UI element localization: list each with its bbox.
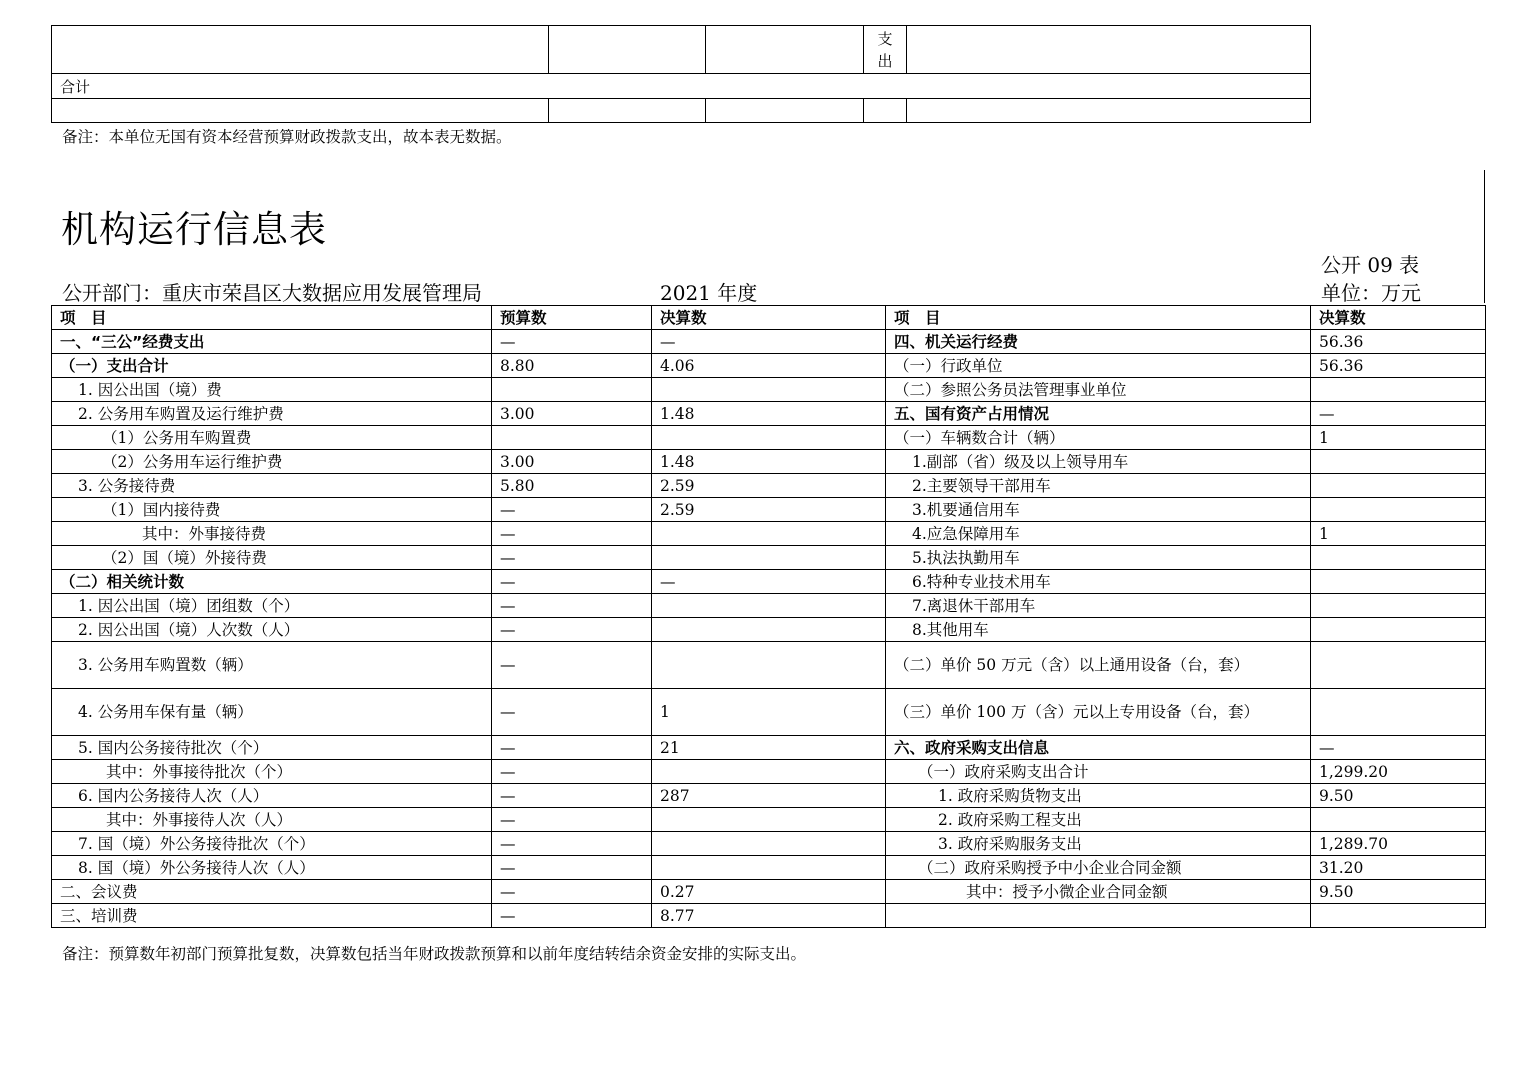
final-value-right: 31.20 xyxy=(1311,856,1486,880)
final-value-left: — xyxy=(652,330,886,354)
budget-value: 8.80 xyxy=(492,354,652,378)
table-row xyxy=(52,760,1486,784)
table-cell xyxy=(549,26,706,74)
right-item-label: 8.其他用车 xyxy=(886,618,1311,642)
right-item-label: （二）单价 50 万元（含）以上通用设备（台，套） xyxy=(886,642,1311,689)
budget-value: — xyxy=(492,330,652,354)
table-row xyxy=(52,784,1486,808)
table-row xyxy=(52,570,1486,594)
final-value-left: 21 xyxy=(652,736,886,760)
final-value-left: 4.06 xyxy=(652,354,886,378)
left-item-label: （2）公务用车运行维护费 xyxy=(52,450,492,474)
budget-value: — xyxy=(492,618,652,642)
left-item-label: 3. 公务用车购置数（辆） xyxy=(52,642,492,689)
final-value-right: 9.50 xyxy=(1311,784,1486,808)
budget-value: — xyxy=(492,904,652,928)
page-border-line xyxy=(1484,170,1485,303)
budget-value: 5.80 xyxy=(492,474,652,498)
final-value-right xyxy=(1311,689,1486,736)
budget-value: — xyxy=(492,594,652,618)
table-row xyxy=(52,904,1486,928)
final-value-left: 2.59 xyxy=(652,474,886,498)
budget-value: 3.00 xyxy=(492,450,652,474)
right-item-label: （一）车辆数合计（辆） xyxy=(886,426,1311,450)
final-value-right: — xyxy=(1311,402,1486,426)
left-item-label: 1. 因公出国（境）团组数（个） xyxy=(52,594,492,618)
table-cell xyxy=(52,26,549,74)
final-value-right: 1,299.20 xyxy=(1311,760,1486,784)
final-value-right xyxy=(1311,594,1486,618)
table-row xyxy=(52,330,1486,354)
header-final-left: 决算数 xyxy=(652,306,886,330)
left-item-label: （1）公务用车购置费 xyxy=(52,426,492,450)
budget-value: — xyxy=(492,856,652,880)
right-item-label: 7.离退休干部用车 xyxy=(886,594,1311,618)
left-item-label: 4. 公务用车保有量（辆） xyxy=(52,689,492,736)
table-cell xyxy=(706,26,864,74)
right-item-label: （三）单价 100 万（含）元以上专用设备（台，套） xyxy=(886,689,1311,736)
right-item-label: 5.执法执勤用车 xyxy=(886,546,1311,570)
budget-value: — xyxy=(492,642,652,689)
table-row xyxy=(52,808,1486,832)
final-value-right xyxy=(1311,498,1486,522)
final-value-left: 8.77 xyxy=(652,904,886,928)
table-row xyxy=(52,498,1486,522)
budget-value: — xyxy=(492,570,652,594)
left-item-label: 6. 国内公务接待人次（人） xyxy=(52,784,492,808)
final-value-right: 9.50 xyxy=(1311,880,1486,904)
table-row xyxy=(52,642,1486,689)
unit-label: 单位：万元 xyxy=(1321,281,1421,305)
table-row xyxy=(52,736,1486,760)
note-bottom: 备注：预算数年初部门预算批复数，决算数包括当年财政拨款预算和以前年度结转结余资金安排的实际支出。 xyxy=(62,945,807,963)
budget-value: — xyxy=(492,880,652,904)
final-value-right: 1,289.70 xyxy=(1311,832,1486,856)
table-row xyxy=(52,402,1486,426)
table-row xyxy=(52,26,1311,74)
table-cell xyxy=(52,99,549,123)
budget-value xyxy=(492,378,652,402)
budget-value: — xyxy=(492,736,652,760)
right-item-label xyxy=(886,904,1311,928)
right-item-label: 其中：授予小微企业合同金额 xyxy=(886,880,1311,904)
table-row xyxy=(52,74,1311,99)
table-cell xyxy=(706,99,864,123)
final-value-left: 0.27 xyxy=(652,880,886,904)
right-item-label: 2.主要领导干部用车 xyxy=(886,474,1311,498)
table-cell xyxy=(907,99,1311,123)
final-value-left xyxy=(652,426,886,450)
table-row xyxy=(52,856,1486,880)
left-item-label: 8. 国（境）外公务接待人次（人） xyxy=(52,856,492,880)
vertical-label-cell xyxy=(864,26,907,74)
left-item-label: 7. 国（境）外公务接待批次（个） xyxy=(52,832,492,856)
year-label: 2021 年度 xyxy=(660,281,758,305)
header-final-right: 决算数 xyxy=(1311,306,1486,330)
budget-value: — xyxy=(492,808,652,832)
department-label: 公开部门：重庆市荣昌区大数据应用发展管理局 xyxy=(62,281,482,305)
left-item-label: 5. 国内公务接待批次（个） xyxy=(52,736,492,760)
budget-value: — xyxy=(492,760,652,784)
left-item-label: 1. 因公出国（境）费 xyxy=(52,378,492,402)
header-item-left: 项 目 xyxy=(52,306,492,330)
table-row xyxy=(52,594,1486,618)
left-item-label: 2. 公务用车购置及运行维护费 xyxy=(52,402,492,426)
right-item-label: 3. 政府采购服务支出 xyxy=(886,832,1311,856)
budget-value xyxy=(492,426,652,450)
form-number: 公开 09 表 xyxy=(1321,253,1420,277)
right-item-label: 2. 政府采购工程支出 xyxy=(886,808,1311,832)
right-item-label: 1.副部（省）级及以上领导用车 xyxy=(886,450,1311,474)
final-value-right: 1 xyxy=(1311,522,1486,546)
right-item-label: 1. 政府采购货物支出 xyxy=(886,784,1311,808)
final-value-right xyxy=(1311,904,1486,928)
left-item-label: 其中：外事接待批次（个） xyxy=(52,760,492,784)
budget-value: — xyxy=(492,689,652,736)
header-budget: 预算数 xyxy=(492,306,652,330)
budget-value: — xyxy=(492,498,652,522)
final-value-right: — xyxy=(1311,736,1486,760)
budget-value: — xyxy=(492,546,652,570)
final-value-left xyxy=(652,546,886,570)
final-value-left xyxy=(652,760,886,784)
right-item-label: 五、国有资产占用情况 xyxy=(886,402,1311,426)
table-cell xyxy=(549,99,706,123)
table-row xyxy=(52,450,1486,474)
final-value-left xyxy=(652,522,886,546)
left-item-label: 其中：外事接待费 xyxy=(52,522,492,546)
left-item-label: 其中：外事接待人次（人） xyxy=(52,808,492,832)
table-row xyxy=(52,474,1486,498)
final-value-right: 56.36 xyxy=(1311,354,1486,378)
page-title: 机构运行信息表 xyxy=(61,208,327,251)
left-item-label: （1）国内接待费 xyxy=(52,498,492,522)
final-value-left xyxy=(652,618,886,642)
previous-table-fragment xyxy=(51,25,1311,123)
final-value-left xyxy=(652,856,886,880)
table-row xyxy=(52,618,1486,642)
final-value-right xyxy=(1311,474,1486,498)
left-item-label: 一、“三公”经费支出 xyxy=(52,330,492,354)
table-cell xyxy=(907,26,1311,74)
final-value-right xyxy=(1311,808,1486,832)
left-item-label: 2. 因公出国（境）人次数（人） xyxy=(52,618,492,642)
final-value-left: 1.48 xyxy=(652,450,886,474)
budget-value: — xyxy=(492,522,652,546)
final-value-left xyxy=(652,808,886,832)
left-item-label: （一）支出合计 xyxy=(52,354,492,378)
final-value-left xyxy=(652,832,886,856)
final-value-right xyxy=(1311,546,1486,570)
table-row xyxy=(52,546,1486,570)
final-value-right xyxy=(1311,450,1486,474)
final-value-left: 287 xyxy=(652,784,886,808)
table-cell xyxy=(864,99,907,123)
right-item-label: 六、政府采购支出信息 xyxy=(886,736,1311,760)
budget-value: — xyxy=(492,784,652,808)
header-item-right: 项 目 xyxy=(886,306,1311,330)
final-value-right xyxy=(1311,378,1486,402)
final-value-left xyxy=(652,594,886,618)
right-item-label: 6.特种专业技术用车 xyxy=(886,570,1311,594)
institution-operation-table xyxy=(51,305,1486,928)
right-item-label: 四、机关运行经费 xyxy=(886,330,1311,354)
right-item-label: 4.应急保障用车 xyxy=(886,522,1311,546)
final-value-right xyxy=(1311,618,1486,642)
table-row xyxy=(52,689,1486,736)
final-value-left: 1 xyxy=(652,689,886,736)
note-top: 备注：本单位无国有资本经营预算财政拨款支出，故本表无数据。 xyxy=(62,128,512,146)
left-item-label: （二）相关统计数 xyxy=(52,570,492,594)
table-row xyxy=(52,426,1486,450)
left-item-label: 3. 公务接待费 xyxy=(52,474,492,498)
right-item-label: （二）政府采购授予中小企业合同金额 xyxy=(886,856,1311,880)
table-row xyxy=(52,522,1486,546)
left-item-label: 三、培训费 xyxy=(52,904,492,928)
table-row xyxy=(52,832,1486,856)
right-item-label: （一）政府采购支出合计 xyxy=(886,760,1311,784)
left-item-label: （2）国（境）外接待费 xyxy=(52,546,492,570)
left-item-label: 二、会议费 xyxy=(52,880,492,904)
final-value-right xyxy=(1311,570,1486,594)
final-value-left: — xyxy=(652,570,886,594)
table-row xyxy=(52,880,1486,904)
final-value-left: 1.48 xyxy=(652,402,886,426)
final-value-left xyxy=(652,642,886,689)
budget-value: — xyxy=(492,832,652,856)
final-value-right xyxy=(1311,642,1486,689)
final-value-left xyxy=(652,378,886,402)
table-row xyxy=(52,378,1486,402)
table-row xyxy=(52,354,1486,378)
table-header-row xyxy=(52,306,1486,330)
table-row xyxy=(52,99,1311,123)
vertical-label: 支出 xyxy=(877,29,893,70)
final-value-left: 2.59 xyxy=(652,498,886,522)
final-value-right: 1 xyxy=(1311,426,1486,450)
right-item-label: （二）参照公务员法管理事业单位 xyxy=(886,378,1311,402)
right-item-label: （一）行政单位 xyxy=(886,354,1311,378)
budget-value: 3.00 xyxy=(492,402,652,426)
total-label: 合计 xyxy=(52,74,1311,99)
right-item-label: 3.机要通信用车 xyxy=(886,498,1311,522)
final-value-right: 56.36 xyxy=(1311,330,1486,354)
